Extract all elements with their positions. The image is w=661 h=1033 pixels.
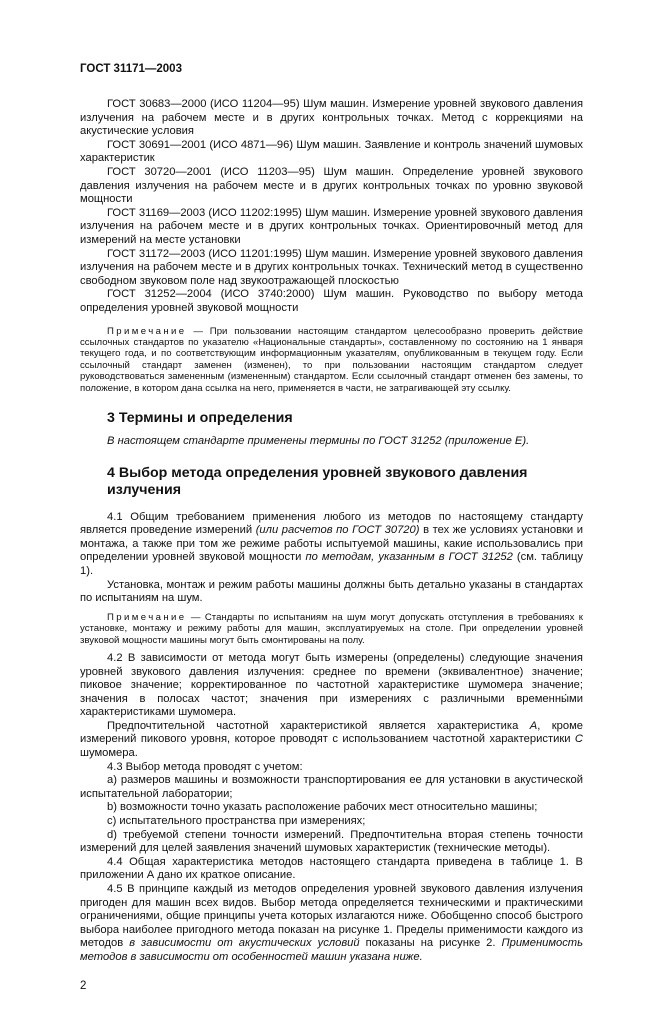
note-text: — Стандарты по испытаниям на шум могут допускать отступления в требованиях к установке, монтажу и режиму работы для машин, эксплуатируемых на столе. При определении уровней звуковой мощности машины могут быть смонтированы на полу. [80, 611, 583, 646]
paragraph-4-2-frequency: Предпочтительной частотной характеристикой является характеристика A, кроме измерений пикового уровня, которое проводят с использованием частотной характеристики C шумомера. [80, 719, 583, 760]
section-4-heading: 4 Выбор метода определения уровней звукового давления излучения [107, 464, 528, 498]
paragraph-4-1-installation: Установка, монтаж и режим работы машины должны быть детально указаны в стандартах по испытаниям на шум. [80, 578, 583, 605]
note-references [80, 326, 583, 394]
list-item: c) испытательного пространства при измерениях; [107, 815, 366, 828]
list-item: d) требуемой степени точности измерений. Предпочтительна вторая степень точности измерений для целей заявления значений шумовых характеристик (технические методы). [80, 828, 583, 855]
note-label: Примечание [107, 611, 187, 623]
reference-item: ГОСТ 30691—2001 (ИСО 4871—96) Шум машин. Заявление и контроль значений шумовых характеристик [80, 138, 583, 165]
section-3-text: В настоящем стандарте применены термины по ГОСТ 31252 (приложение Е). [107, 434, 530, 447]
paragraph-4-3: 4.3 Выбор метода проводят с учетом: [107, 760, 303, 773]
note-4-1 [80, 612, 583, 646]
reference-item: ГОСТ 30683—2000 (ИСО 11204—95) Шум машин. Измерение уровней звукового давления излучения на рабочем месте и в других контрольных точках. Метод с коррекциями на акустические условия [80, 98, 583, 138]
note-text: — При пользовании настоящим стандартом целесообразно проверить действие ссылочных стандартов по указателю «Национальные стандарты», составленному по состоянию на 1 января текущего года, и по соответствующим информационным указателям, опубликованным в текущем году. Если ссылочный стандарт заменен (изменен), то при пользовании настоящим стандартом следует руководствоваться замененным (измененным) стандартом. Если ссылочный стандарт отменен без замены, то положение, в котором дана ссылка на него, применяется в части, не затрагивающей эту ссылку. [80, 325, 583, 394]
paragraph-4-4: 4.4 Общая характеристика методов настоящего стандарта приведена в таблице 1. В приложении А дано их краткое описание. [80, 855, 583, 882]
list-item: b) возможности точно указать расположение рабочих мест относительно машины; [107, 801, 538, 814]
document-header: ГОСТ 31171—2003 [80, 63, 182, 75]
note-label: Примечание [107, 325, 187, 337]
reference-item: ГОСТ 31252—2004 (ИСО 3740:2000) Шум машин. Руководство по выбору метода определения уровней звуковой мощности [80, 288, 583, 314]
paragraph-4-5: 4.5 В принципе каждый из методов определения уровней звукового давления излучения пригоден для машин всех видов. Выбор метода определяется техническими и практическими ограничениями, общие принципы учета которых излагаются ниже. Обобщенно способ быстрого выбора наиболее пригодного метода показан на рисунке 1. Пределы применимости каждого из методов в зависимости от акустических условий показаны на рисунке 2. Применимость методов в зависимости от особенностей машин указана ниже. [80, 883, 584, 963]
paragraph-4-2: 4.2 В зависимости от метода могут быть измерены (определены) следующие значения уровней звукового давления излучения: среднее по времени (эквивалентное) значение; пиковое значение; корректированное по частотной характеристике шумомера значение; значения в полосах частот; значения при измерениях с различными временны́ми характеристиками шумомера. [80, 651, 583, 719]
section-4 [80, 465, 583, 965]
paragraph-4-1: 4.1 Общим требованием применения любого из методов по настоящему стандарту является проведение измерений (или расчетов по ГОСТ 30720) в тех же условиях установки и монтажа, а также при том же режиме работы испытуемой машины, какие использовались при определении уровней звуковой мощности по методам, указанным в ГОСТ 31252 (см. таблицу 1). [80, 510, 583, 577]
section-3 [80, 410, 583, 449]
normative-references [80, 98, 583, 316]
reference-item: ГОСТ 31172—2003 (ИСО 11201:1995) Шум машин. Измерение уровней звукового давления излучения на рабочем месте и в других контрольных точках. Технический метод в существенно свободном звуковом поле над звукоотражающей плоскостью [80, 247, 583, 287]
list-item: a) размеров машины и возможности транспортирования ее для установки в акустической испытательной лаборатории; [80, 774, 583, 800]
reference-item: ГОСТ 31169—2003 (ИСО 11202:1995) Шум машин. Измерение уровней звукового давления излучения на рабочем месте и в других контрольных точках. Ориентировочный метод для измерений на месте установки [80, 206, 583, 246]
section-3-heading: 3 Термины и определения [107, 409, 293, 426]
reference-item: ГОСТ 30720—2001 (ИСО 11203—95) Шум машин. Определение уровней звукового давления излучения на рабочем месте и в других контрольных точках по уровню звуковой мощности [80, 165, 583, 206]
page-number: 2 [80, 979, 87, 992]
